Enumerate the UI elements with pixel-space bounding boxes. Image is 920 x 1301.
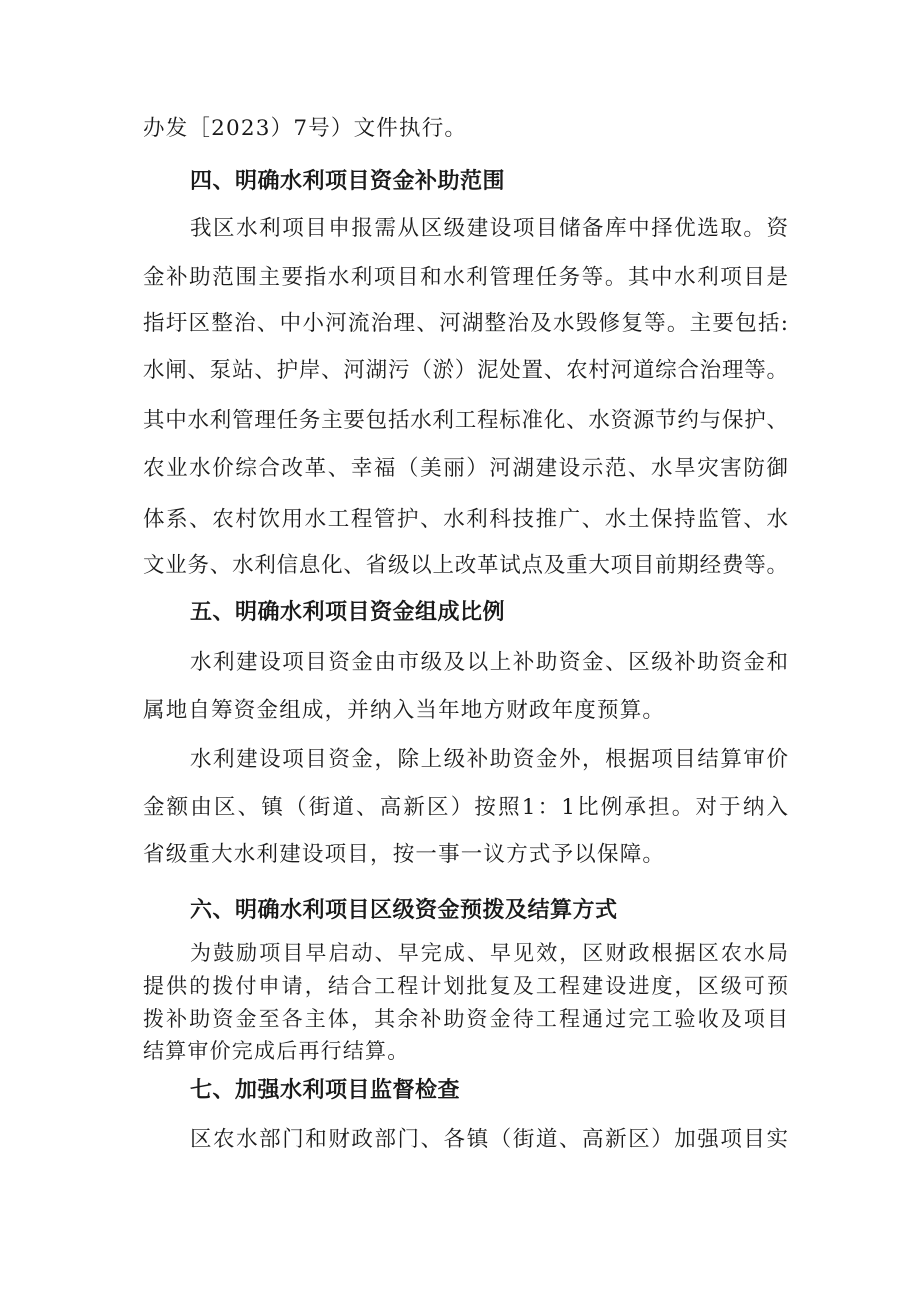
paragraph-line: 区农水部门和财政部门、各镇（街道、高新区）加强项目实 — [190, 1127, 788, 1152]
paragraph-line: 我区水利项目申报需从区级建设项目储备库中择优选取。资 — [190, 216, 788, 241]
section-heading-4: 四、明确水利项目资金补助范围 — [190, 169, 506, 194]
paragraph-line: 结算审价完成后再行结算。 — [143, 1039, 410, 1063]
paragraph-line: 水闸、泵站、护岸、河湖污（淤）泥处置、农村河道综合治理等。 — [143, 358, 788, 383]
paragraph-line: 金补助范围主要指水利项目和水利管理任务等。其中水利项目是 — [143, 265, 788, 290]
section-heading-5: 五、明确水利项目资金组成比例 — [190, 600, 506, 625]
paragraph-line: 其中水利管理任务主要包括水利工程标准化、水资源节约与保护、 — [143, 408, 788, 433]
paragraph-line: 属地自筹资金组成，并纳入当年地方财政年度预算。 — [143, 698, 666, 723]
paragraph-line: 省级重大水利建设项目，按一事一议方式予以保障。 — [143, 842, 666, 867]
paragraph-line: 为鼓励项目早启动、早完成、早见效，区财政根据区农水局 — [190, 941, 788, 965]
section-heading-7: 七、加强水利项目监督检查 — [190, 1078, 461, 1103]
paragraph-line: 水利建设项目资金由市级及以上补助资金、区级补助资金和 — [190, 650, 788, 675]
paragraph-line: 农业水价综合改革、幸福（美丽）河湖建设示范、水旱灾害防御 — [143, 456, 788, 481]
continued-text-line: 办发［2023）7号）文件执行。 — [143, 116, 468, 141]
paragraph-line: 指圩区整治、中小河流治理、河湖整治及水毁修复等。主要包括: — [143, 311, 788, 336]
paragraph-line: 提供的拨付申请，结合工程计划批复及工程建设进度，区级可预 — [143, 974, 788, 998]
paragraph-line: 金额由区、镇（街道、高新区）按照1：1比例承担。对于纳入 — [143, 795, 788, 820]
paragraph-line: 水利建设项目资金，除上级补助资金外，根据项目结算审价 — [190, 747, 788, 772]
section-heading-6: 六、明确水利项目区级资金预拨及结算方式 — [190, 898, 618, 923]
paragraph-line: 拨补助资金至各主体，其余补助资金待工程通过完工验收及项目 — [143, 1007, 788, 1031]
paragraph-line: 文业务、水利信息化、省级以上改革试点及重大项目前期经费等。 — [143, 553, 788, 578]
paragraph-line: 体系、农村饮用水工程管护、水利科技推广、水土保持监管、水 — [143, 507, 788, 532]
